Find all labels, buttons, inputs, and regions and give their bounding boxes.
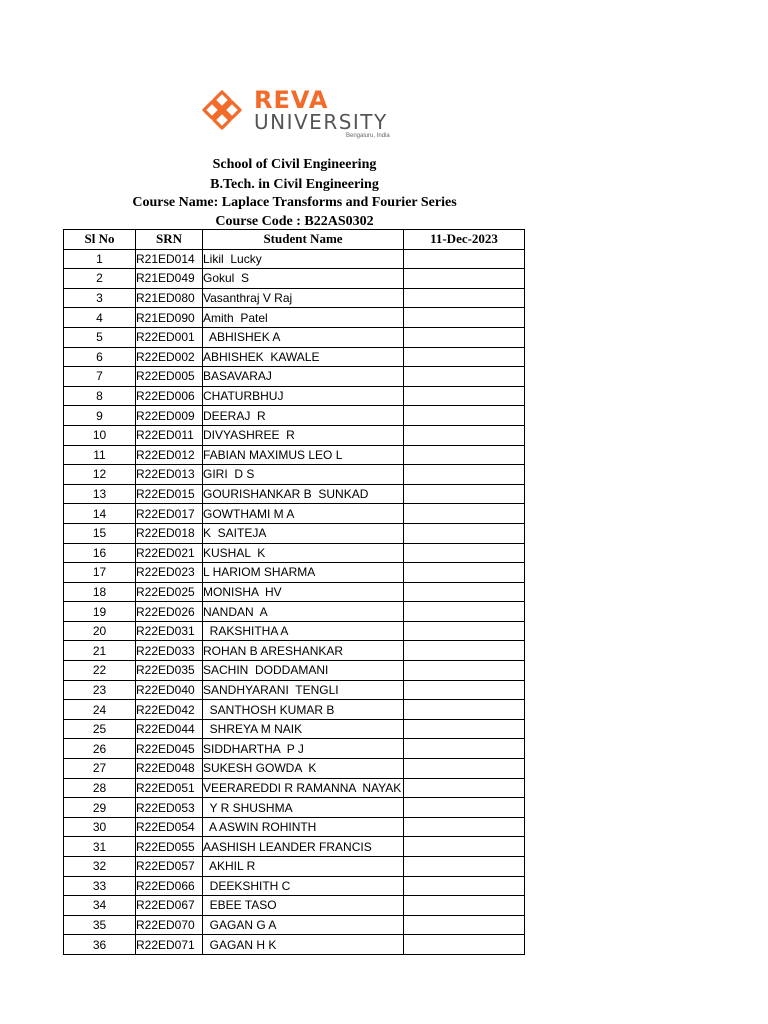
cell-attendance [404,896,525,916]
cell-srn: R22ED001 [136,327,203,347]
cell-sl-no: 22 [64,661,136,681]
cell-attendance [404,347,525,367]
cell-student-name: ABHISHEK KAWALE [203,347,404,367]
cell-student-name: ABHISHEK A [203,327,404,347]
reva-knot-logo-icon [200,90,244,130]
cell-srn: R22ED006 [136,386,203,406]
cell-student-name: ROHAN B ARESHANKAR [203,641,404,661]
table-row [64,406,525,426]
cell-srn: R22ED057 [136,857,203,877]
cell-srn: R22ED044 [136,719,203,739]
cell-srn: R22ED070 [136,915,203,935]
cell-sl-no: 12 [64,465,136,485]
table-row [64,661,525,681]
cell-student-name: Y R SHUSHMA [203,798,404,818]
cell-student-name: CHATURBHUJ [203,386,404,406]
table-row [64,288,525,308]
cell-student-name: DIVYASHREE R [203,425,404,445]
cell-attendance [404,327,525,347]
cell-srn: R22ED071 [136,935,203,955]
cell-srn: R22ED045 [136,739,203,759]
cell-attendance [404,641,525,661]
cell-sl-no: 10 [64,425,136,445]
table-row [64,602,525,622]
table-row [64,798,525,818]
table-row [64,719,525,739]
cell-student-name: L HARIOM SHARMA [203,563,404,583]
cell-srn: R22ED035 [136,661,203,681]
cell-student-name: SANTHOSH KUMAR B [203,700,404,720]
table-row [64,523,525,543]
cell-attendance [404,837,525,857]
cell-srn: R22ED040 [136,680,203,700]
cell-student-name: Vasanthraj V Raj [203,288,404,308]
cell-attendance [404,739,525,759]
cell-sl-no: 9 [64,406,136,426]
table-row [64,327,525,347]
table-row [64,641,525,661]
table-row [64,386,525,406]
column-header-srn: SRN [136,230,203,250]
table-row [64,935,525,955]
table-row [64,837,525,857]
cell-attendance [404,249,525,269]
cell-attendance [404,661,525,681]
cell-attendance [404,523,525,543]
table-row [64,425,525,445]
cell-srn: R22ED051 [136,778,203,798]
table-row [64,504,525,524]
cell-attendance [404,680,525,700]
cell-attendance [404,935,525,955]
cell-student-name: GOWTHAMI M A [203,504,404,524]
cell-student-name: BASAVARAJ [203,367,404,387]
table-row [64,759,525,779]
cell-student-name: MONISHA HV [203,582,404,602]
cell-student-name: DEEKSHITH C [203,876,404,896]
cell-sl-no: 7 [64,367,136,387]
cell-student-name: GAGAN G A [203,915,404,935]
cell-sl-no: 35 [64,915,136,935]
cell-attendance [404,563,525,583]
table-row [64,680,525,700]
cell-srn: R21ED090 [136,308,203,328]
cell-srn: R22ED012 [136,445,203,465]
cell-srn: R22ED025 [136,582,203,602]
table-row [64,445,525,465]
cell-sl-no: 31 [64,837,136,857]
cell-sl-no: 16 [64,543,136,563]
cell-attendance [404,465,525,485]
cell-attendance [404,759,525,779]
cell-student-name: SIDDHARTHA P J [203,739,404,759]
cell-attendance [404,582,525,602]
cell-attendance [404,798,525,818]
cell-sl-no: 3 [64,288,136,308]
cell-attendance [404,778,525,798]
course-name: Course Name: Laplace Transforms and Fourier Series [132,195,457,210]
table-row [64,876,525,896]
cell-attendance [404,543,525,563]
cell-attendance [404,425,525,445]
cell-student-name: SACHIN DODDAMANI [203,661,404,681]
school-title: School of Civil Engineering [212,157,377,172]
cell-student-name: GAGAN H K [203,935,404,955]
cell-srn: R21ED049 [136,269,203,289]
cell-srn: R22ED013 [136,465,203,485]
cell-sl-no: 18 [64,582,136,602]
cell-srn: R21ED080 [136,288,203,308]
cell-srn: R22ED015 [136,484,203,504]
cell-sl-no: 20 [64,621,136,641]
logo-brand-text: REVA [254,86,329,114]
logo-location-text: Bengaluru, India [346,133,390,139]
cell-sl-no: 24 [64,700,136,720]
cell-attendance [404,602,525,622]
cell-sl-no: 11 [64,445,136,465]
cell-srn: R22ED055 [136,837,203,857]
cell-srn: R22ED066 [136,876,203,896]
cell-sl-no: 36 [64,935,136,955]
student-roster-table [63,229,525,955]
cell-attendance [404,504,525,524]
cell-attendance [404,288,525,308]
cell-attendance [404,308,525,328]
cell-sl-no: 8 [64,386,136,406]
cell-student-name: NANDAN A [203,602,404,622]
cell-student-name: Amith Patel [203,308,404,328]
cell-attendance [404,915,525,935]
cell-student-name: FABIAN MAXIMUS LEO L [203,445,404,465]
table-row [64,347,525,367]
table-row [64,269,525,289]
cell-srn: R21ED014 [136,249,203,269]
cell-sl-no: 23 [64,680,136,700]
cell-attendance [404,269,525,289]
cell-srn: R22ED002 [136,347,203,367]
cell-sl-no: 32 [64,857,136,877]
cell-student-name: GIRI D S [203,465,404,485]
cell-student-name: DEERAJ R [203,406,404,426]
cell-student-name: AASHISH LEANDER FRANCIS [203,837,404,857]
cell-sl-no: 17 [64,563,136,583]
cell-srn: R22ED067 [136,896,203,916]
cell-srn: R22ED017 [136,504,203,524]
table-row [64,817,525,837]
cell-attendance [404,406,525,426]
table-row [64,778,525,798]
cell-sl-no: 4 [64,308,136,328]
cell-attendance [404,445,525,465]
cell-srn: R22ED023 [136,563,203,583]
cell-sl-no: 26 [64,739,136,759]
cell-student-name: A ASWIN ROHINTH [203,817,404,837]
cell-attendance [404,367,525,387]
table-row [64,465,525,485]
table-body [64,249,525,954]
column-header-student-name: Student Name [203,230,404,250]
table-row [64,582,525,602]
university-logo [200,86,400,144]
cell-srn: R22ED009 [136,406,203,426]
cell-student-name: K SAITEJA [203,523,404,543]
cell-student-name: VEERAREDDI R RAMANNA NAYAK [203,778,404,798]
cell-attendance [404,857,525,877]
table-row [64,249,525,269]
cell-student-name: AKHIL R [203,857,404,877]
table-row [64,543,525,563]
cell-sl-no: 15 [64,523,136,543]
cell-sl-no: 21 [64,641,136,661]
cell-attendance [404,700,525,720]
cell-student-name: SANDHYARANI TENGLI [203,680,404,700]
cell-sl-no: 30 [64,817,136,837]
table-row [64,896,525,916]
cell-sl-no: 33 [64,876,136,896]
cell-sl-no: 29 [64,798,136,818]
cell-attendance [404,484,525,504]
course-code: Course Code : B22AS0302 [215,214,374,229]
cell-srn: R22ED033 [136,641,203,661]
table-row [64,857,525,877]
cell-attendance [404,876,525,896]
cell-srn: R22ED031 [136,621,203,641]
cell-sl-no: 27 [64,759,136,779]
table-header-row [64,230,525,250]
cell-student-name: Likil Lucky [203,249,404,269]
table-row [64,563,525,583]
table-row [64,367,525,387]
cell-srn: R22ED018 [136,523,203,543]
cell-attendance [404,621,525,641]
cell-student-name: GOURISHANKAR B SUNKAD [203,484,404,504]
cell-sl-no: 19 [64,602,136,622]
cell-student-name: RAKSHITHA A [203,621,404,641]
cell-srn: R22ED054 [136,817,203,837]
cell-sl-no: 13 [64,484,136,504]
cell-sl-no: 5 [64,327,136,347]
cell-student-name: KUSHAL K [203,543,404,563]
cell-sl-no: 6 [64,347,136,367]
table-row [64,700,525,720]
cell-sl-no: 34 [64,896,136,916]
cell-srn: R22ED048 [136,759,203,779]
cell-srn: R22ED011 [136,425,203,445]
cell-attendance [404,719,525,739]
cell-student-name: Gokul S [203,269,404,289]
table-row [64,308,525,328]
cell-srn: R22ED021 [136,543,203,563]
cell-srn: R22ED026 [136,602,203,622]
table-row [64,621,525,641]
cell-srn: R22ED005 [136,367,203,387]
cell-sl-no: 28 [64,778,136,798]
cell-student-name: SHREYA M NAIK [203,719,404,739]
cell-srn: R22ED042 [136,700,203,720]
cell-sl-no: 14 [64,504,136,524]
cell-sl-no: 1 [64,249,136,269]
table-row [64,484,525,504]
column-header-sl-no: Sl No [64,230,136,250]
program-title: B.Tech. in Civil Engineering [210,177,379,192]
cell-attendance [404,386,525,406]
column-header-date: 11-Dec-2023 [404,230,525,250]
logo-university-text: UNIVERSITY [254,110,388,134]
table-row [64,915,525,935]
table-row [64,739,525,759]
cell-sl-no: 2 [64,269,136,289]
cell-attendance [404,817,525,837]
cell-sl-no: 25 [64,719,136,739]
cell-student-name: EBEE TASO [203,896,404,916]
cell-student-name: SUKESH GOWDA K [203,759,404,779]
cell-srn: R22ED053 [136,798,203,818]
